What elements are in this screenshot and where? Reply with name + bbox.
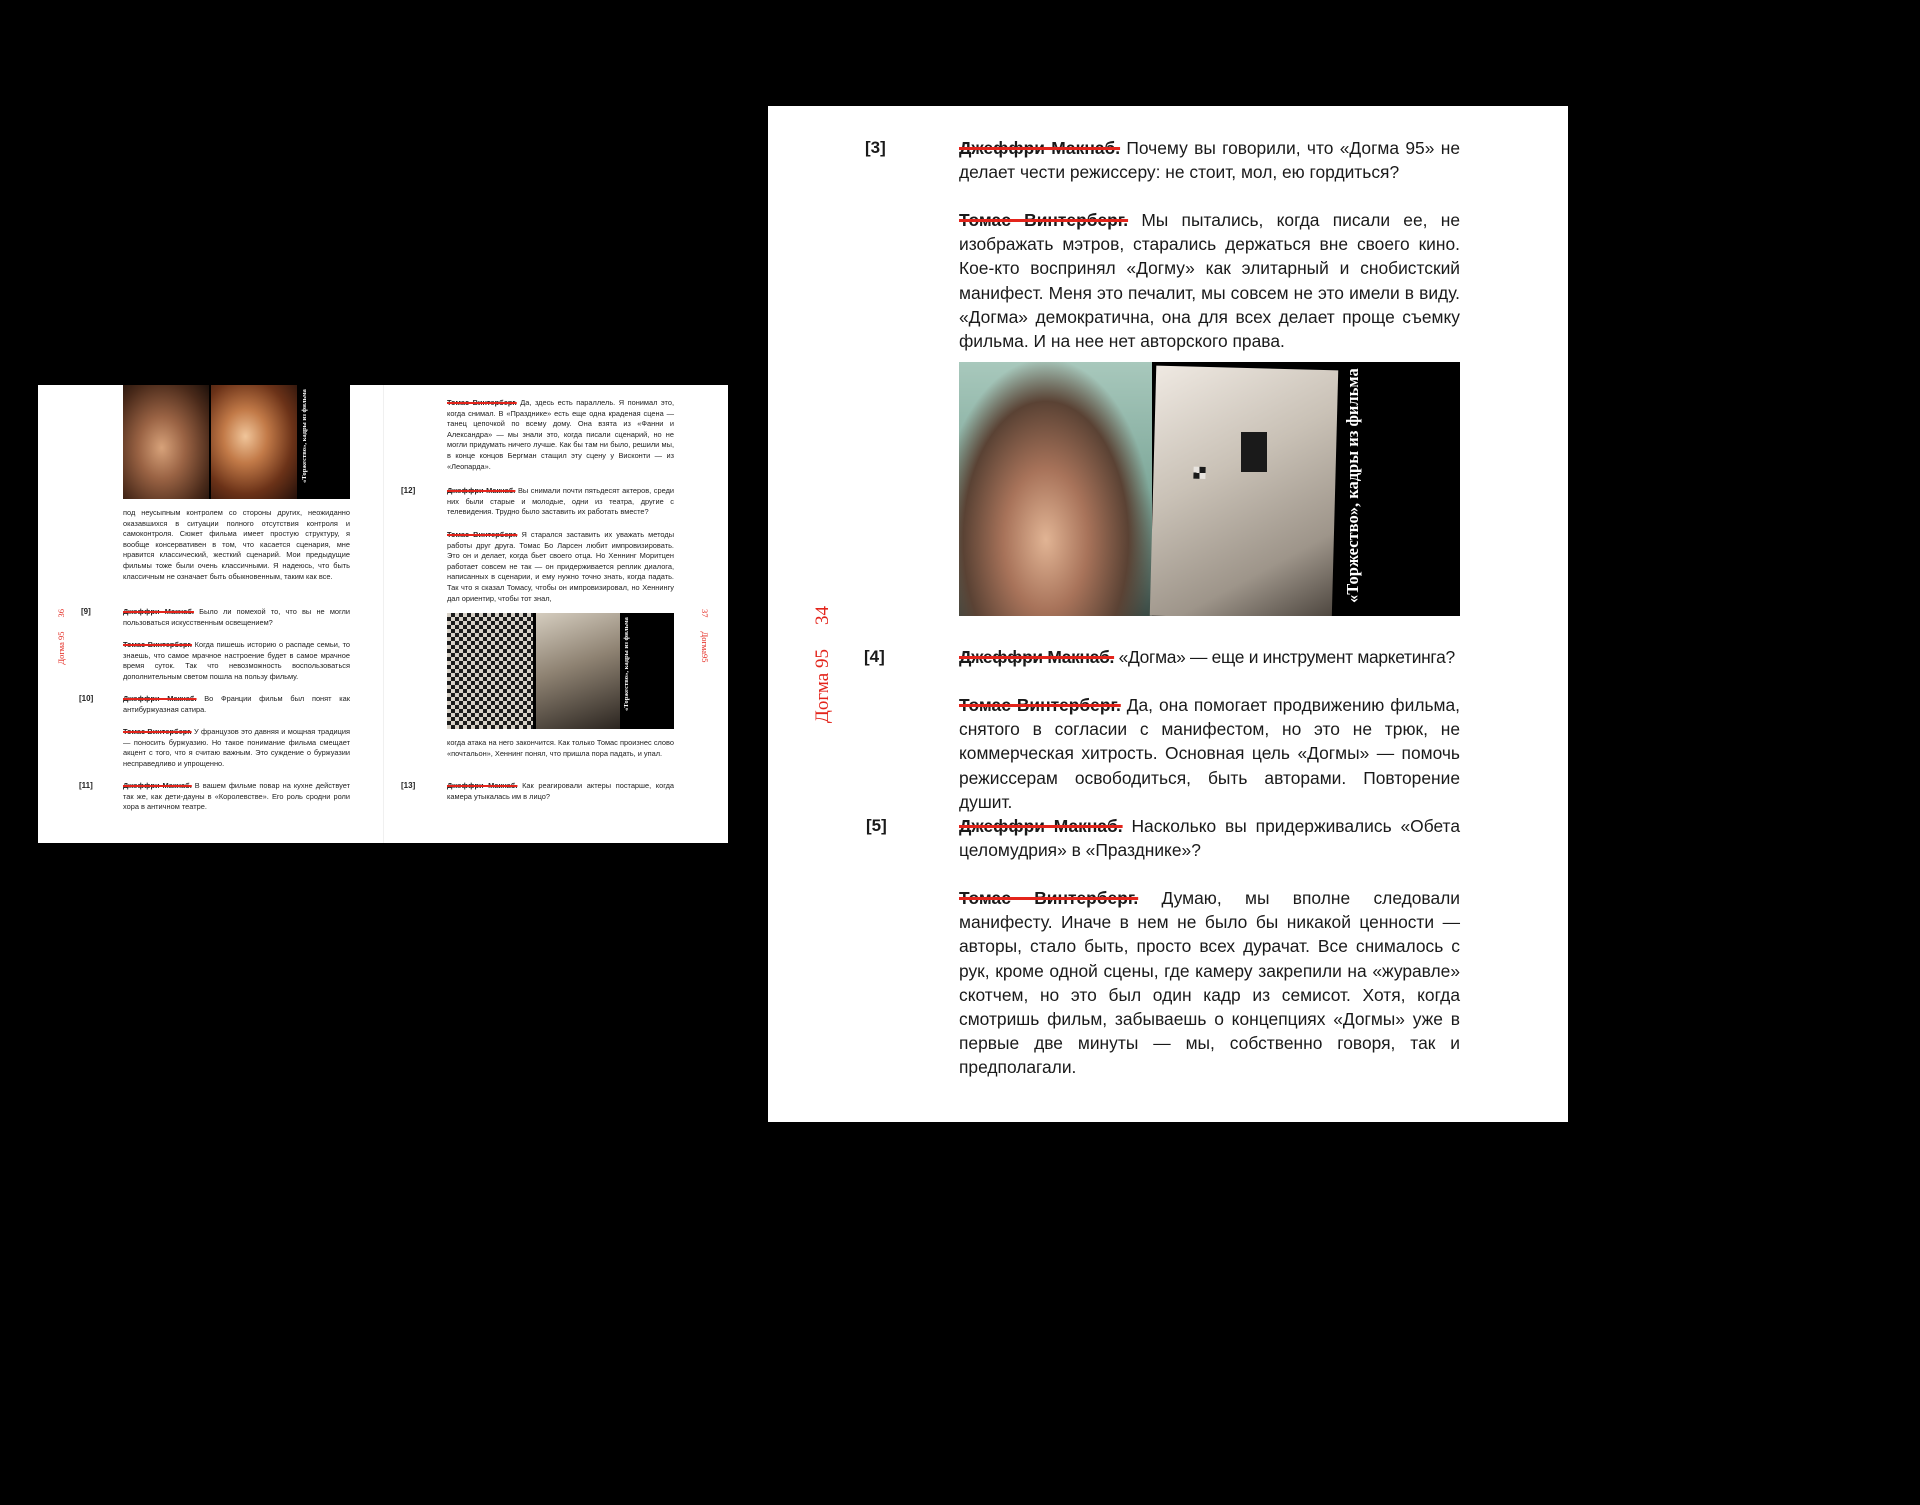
qa-text: Во Франции фильм был понят как антибуржуазная сатира. bbox=[123, 694, 350, 714]
speaker-name: Томас Винтерберг. bbox=[123, 640, 192, 649]
qa-text: Когда пишешь историю о распаде семьи, то знаешь, что самое мрачное настроение будет в самое мрачное время суток. Так что невозможность воспользоваться дополнительным светом пошла на пользу фильму. bbox=[123, 640, 351, 681]
question-number: [10] bbox=[79, 694, 94, 703]
qa-text: Вы снимали почти пятьдесят актеров, среди них были старые и молодые, одни из театра, другие с телевидения. Трудно было заставить их работать вместе? bbox=[447, 486, 675, 517]
still-face-man bbox=[123, 385, 209, 499]
qa-text: Думаю, мы вполне следовали манифесту. Иначе в нем не было бы никакой ценности — авторы, стало быть, просто всех дурачат. Все снималось с рук, кроме одной сцены, где камеру закрепили на «журавле» скотчем, но это был один кадр из семисот. Хотя, когда смотришь фильм, забываешь о концепциях «Догмы» уже в первые две минуты — мы, собственно говоря, так и предполагали. bbox=[959, 888, 1461, 1078]
speaker-name: Томас Винтерберг. bbox=[447, 530, 518, 539]
running-head bbox=[812, 606, 834, 723]
qa-text: Да, здесь есть параллель. Я понимал это, когда снимал. В «Празднике» есть еще одна краденая сцена — танец цепочкой по всему дому. Она взята из «Фанни и Александра» — мы знали это, когда писали сценарий, но не могли придумать ничего лучше. Как бы там ни было, решили мы, в конце концов Бергман стащил эту сцену у Висконти — из «Леопарда». bbox=[447, 398, 675, 471]
film-stills-photo-right bbox=[447, 613, 674, 729]
qa-text: Насколько вы придерживались «Обета целомудрия» в «Празднике»? bbox=[959, 816, 1460, 861]
running-head-title: Догма 95 bbox=[812, 649, 833, 724]
question-number: [11] bbox=[79, 781, 93, 790]
page-number: 34 bbox=[812, 606, 833, 625]
qa-block bbox=[123, 781, 350, 813]
qa-block bbox=[959, 136, 1460, 184]
spread-fold bbox=[383, 385, 384, 843]
qa-text: Почему вы говорили, что «Догма 95» не делает чести режиссеру: не стоит, мол, ею гордиться? bbox=[959, 138, 1460, 183]
question-number: [13] bbox=[401, 781, 416, 790]
running-head-left bbox=[56, 609, 66, 665]
speaker-name: Джеффри Макнаб. bbox=[447, 781, 518, 790]
page-34-enlarged bbox=[768, 106, 1568, 1122]
speaker-name: Джеффри Макнаб. bbox=[123, 694, 197, 703]
question-number: [3] bbox=[865, 138, 886, 157]
still-bathroom-floor bbox=[447, 613, 533, 729]
qa-text: Я старался заставить их уважать методы работы друг друга. Томас Бо Ларсен любит импровизировать. Это он и делает, когда бьет своего отца. Но Хеннинг Моритцен работает совсем не так — он придерживается реплик диалога, написанных в сценарии, и ему нужно точно знать, когда падать. Так что я сказал Томасу, чтобы он импровизировал, но Хеннингу дал ориентир, чтобы тот знал, bbox=[447, 530, 675, 603]
running-head-title: Догма 95 bbox=[56, 631, 66, 665]
speaker-name: Томас Винтерберг. bbox=[447, 398, 517, 407]
qa-block bbox=[447, 398, 674, 472]
qa-block bbox=[447, 530, 674, 604]
photo-caption: «Торжество», кадры из фильма bbox=[301, 389, 308, 483]
photo-caption: «Торжество», кадры из фильма bbox=[1343, 368, 1362, 603]
speaker-name: Джеффри Макнаб. bbox=[123, 781, 192, 790]
qa-text: Мы пытались, когда писали ее, не изображать мэтров, старались держаться вне своего кино. Кое-кто воспринял «Догму» как элитарный и снобистский манифест. Меня это печалит, мы совсем не это имели в виду. «Догма» демократична, она для всех делает проще съемку фильма. И на нее нет авторского права. bbox=[959, 210, 1460, 352]
qa-text: Как реагировали актеры постарше, когда камера утыкалась им в лицо? bbox=[447, 781, 674, 801]
book-spread-thumbnail bbox=[38, 385, 728, 843]
intro-paragraph: под неусыпным контролем со стороны других, неожиданно оказавшихся в ситуации полного отсутствия контроля и самоконтроля. Сюжет фильма имеет простую структуру, я вообще консервативен в том, что касается сценария, мне нравится классический, жесткий сценарий. Мои предыдущие фильмы тоже были очень классичными. Я надеюсь, что быть классичным не означает быть обыкновенным, таким как все. bbox=[123, 508, 350, 581]
still-man-face-closeup bbox=[959, 362, 1152, 616]
question-number: [5] bbox=[866, 816, 887, 835]
film-stills-photo bbox=[959, 362, 1460, 616]
qa-text: В вашем фильме повар на кухне действует так же, как дети-дауны в «Королевстве». Его роль сродни роли хора в античном театре. bbox=[123, 781, 350, 812]
qa-block bbox=[447, 486, 674, 518]
question-number: [9] bbox=[81, 607, 91, 616]
still-figure-in-doorway bbox=[1241, 432, 1267, 472]
photo-caption: «Торжество», кадры из фильма bbox=[623, 617, 630, 711]
qa-block bbox=[123, 727, 350, 769]
speaker-name: Джеффри Макнаб. bbox=[959, 138, 1121, 158]
still-face-woman bbox=[211, 385, 297, 499]
running-head-title: Догма95 bbox=[700, 631, 710, 663]
qa-block bbox=[123, 694, 350, 715]
page-number: 36 bbox=[56, 609, 66, 618]
qa-text: У французов это давняя и мощная традиция — поносить буржуазию. Но такое понимание фильма смещает акцент с того, что я считаю важным. Это суждение о буржуазии несправедливо и упрощенно. bbox=[123, 727, 351, 768]
still-bathroom-overhead bbox=[536, 613, 620, 729]
speaker-name: Джеффри Макнаб. bbox=[959, 816, 1123, 836]
speaker-name: Джеффри Макнаб. bbox=[447, 486, 516, 495]
qa-block bbox=[123, 607, 350, 628]
qa-block bbox=[123, 640, 350, 682]
qa-block bbox=[447, 781, 674, 802]
qa-text: «Догма» — еще и инструмент маркетинга? bbox=[1114, 647, 1455, 667]
running-head-right bbox=[700, 609, 710, 663]
film-stills-photo-left bbox=[123, 385, 350, 499]
qa-text: Было ли помехой то, что вы не могли пользоваться искусственным освещением? bbox=[123, 607, 351, 627]
still-bathroom-overhead bbox=[1150, 366, 1338, 616]
qa-block bbox=[959, 645, 1460, 669]
question-number: [4] bbox=[864, 647, 885, 666]
qa-block bbox=[959, 886, 1460, 1080]
speaker-name: Томас Винтерберг. bbox=[959, 888, 1139, 908]
after-photo-paragraph: когда атака на него закончится. Как только Томас произнес слово «почтальон», Хеннинг понял, что пришла пора падать, и упал. bbox=[447, 738, 674, 758]
question-number: [12] bbox=[401, 486, 416, 495]
page-number: 37 bbox=[700, 609, 710, 618]
qa-text: Да, она помогает продвижению фильма, снятого в согласии с манифестом, но это не трюк, не коммерческая хитрость. Основная цель «Догмы» — помочь режиссерам освободиться, быть авторами. Повторение душит. bbox=[959, 695, 1460, 812]
qa-block bbox=[959, 208, 1460, 353]
speaker-name: Джеффри Макнаб. bbox=[959, 647, 1115, 667]
speaker-name: Томас Винтерберг. bbox=[123, 727, 192, 736]
qa-block bbox=[959, 814, 1460, 862]
speaker-name: Джеффри Макнаб. bbox=[123, 607, 194, 616]
speaker-name: Томас Винтерберг. bbox=[959, 210, 1129, 230]
speaker-name: Томас Винтерберг. bbox=[959, 695, 1121, 715]
qa-block bbox=[959, 693, 1460, 814]
